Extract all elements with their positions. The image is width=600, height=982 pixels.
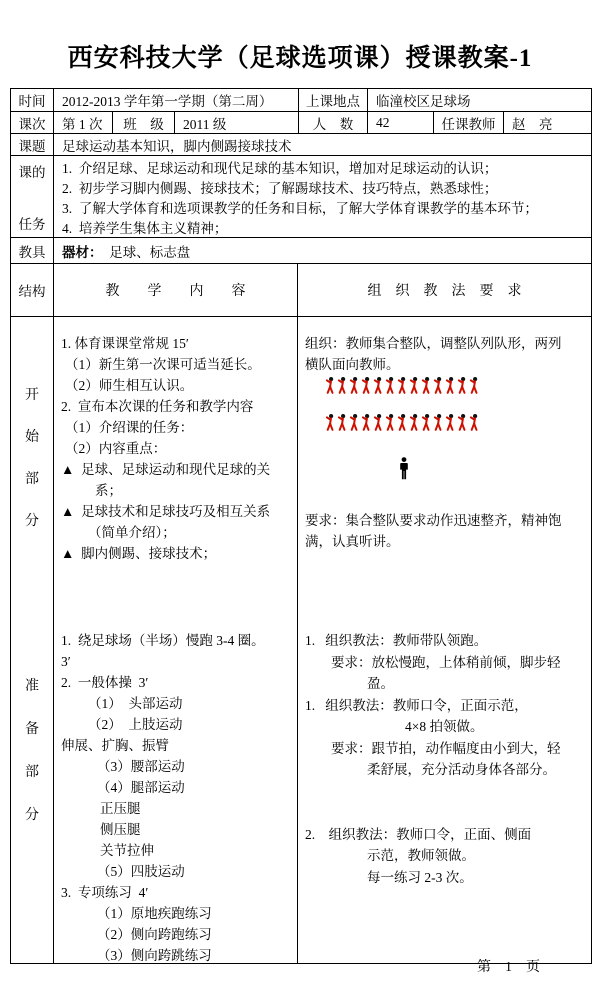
time-value: 2012-2013 学年第一学期（第二周） <box>54 89 299 111</box>
structure-header-label: 结构 <box>11 264 54 316</box>
lesson-value: 第 1 次 <box>54 112 113 133</box>
row-lesson <box>11 112 591 134</box>
section1-requirements-text: 要求：集合整队要求动作迅速整齐，精神饱 满，认真听讲。 <box>305 513 562 549</box>
student-figure-icon <box>408 377 420 395</box>
student-figure-icon <box>468 377 480 395</box>
student-figure-icon <box>348 414 360 432</box>
section2-content: 1. 绕足球场（半场）慢跑 3-4 圈。 3′ 2. 一般体操 3′ （1） 头部运动 （2） 上肢运动 伸展、扩胸、振臂 （3）腰部运动 （4）腿部运动 正压腿 侧压腿 关节拉伸 （5）四肢运动 3. 专项练习 4′ （1）原地疾跑练习 （2）侧向跨跑练习 （3）侧向跨跳练习 <box>61 633 265 963</box>
section2-organization-text: 1. 组织教法：教师带队领跑。 要求：放松慢跑，上体稍前倾，脚步轻 盈。 1. 组织教法：教师口令，正面示范， 4×8 拍领做。 要求：跟节拍，动作幅度由小到大，轻 柔舒展，充分活动身体各部分。 2. 组织教法：教师口令，正面、侧面 示范，教师领做。 每一练习 2-3 次。 <box>305 633 561 885</box>
student-figure-icon <box>468 414 480 432</box>
student-figure-icon <box>348 377 360 395</box>
row-equipment <box>11 238 591 264</box>
student-figure-icon <box>360 377 372 395</box>
student-figure-icon <box>432 414 444 432</box>
student-figure-icon <box>456 414 468 432</box>
student-figure-icon <box>456 377 468 395</box>
equipment-value <box>54 238 591 263</box>
tasks-label-bottom: 任务 <box>18 217 46 232</box>
student-figure-icon <box>420 377 432 395</box>
teacher-value: 赵 亮 <box>512 116 553 132</box>
student-figure-icon <box>372 377 384 395</box>
row-main-content <box>11 317 591 963</box>
class-label: 班 级 <box>113 112 175 133</box>
equipment-items: 足球、标志盘 <box>102 244 191 260</box>
student-figure-icon <box>372 414 384 432</box>
student-figure-icon <box>336 377 348 395</box>
teaching-content-header: 教 学 内 容 <box>54 264 298 316</box>
student-figures-row-1 <box>324 377 480 395</box>
section1-organization-text: 组织：教师集合整队，调整队列队形，两列 横队面向教师。 <box>305 336 562 372</box>
student-figure-icon <box>420 414 432 432</box>
student-figure-icon <box>432 377 444 395</box>
page-number: 第 1 页 <box>477 960 540 975</box>
student-figure-icon <box>396 377 408 395</box>
count-value: 42 <box>368 112 434 133</box>
student-figure-icon <box>396 414 408 432</box>
section-labels-column <box>11 317 54 963</box>
student-figure-icon <box>444 377 456 395</box>
section1-content: 1. 体育课课堂常规 15′ （1）新生第一次课可适当延长。 （2）师生相互认识。 2. 宣布本次课的任务和教学内容 （1）介绍课的任务： （2）内容重点： ▲ 足球、足球运动和现代足球的关 系； ▲ 足球技术和足球技巧及相互关系 （简单介绍）； ▲ 脚内侧踢、接球技术； <box>61 336 271 561</box>
row-structure-header <box>11 264 591 317</box>
student-figure-icon <box>384 414 396 432</box>
organization-header: 组 织 教 法 要 求 <box>367 284 522 299</box>
time-label: 时间 <box>11 89 54 111</box>
row-time <box>11 89 591 112</box>
tasks-label-top: 课的 <box>18 165 46 180</box>
student-figure-icon <box>360 414 372 432</box>
place-label: 上课地点 <box>299 89 368 111</box>
student-figure-icon <box>324 414 336 432</box>
student-figures-row-2 <box>324 414 480 432</box>
equipment-label: 教具 <box>11 238 54 263</box>
lesson-plan-table <box>10 88 592 964</box>
student-figure-icon <box>324 377 336 395</box>
teacher-figure-icon <box>397 457 411 485</box>
student-figure-icon <box>444 414 456 432</box>
student-figure-icon <box>408 414 420 432</box>
place-value: 临潼校区足球场 <box>376 94 471 109</box>
topic-label: 课题 <box>11 134 54 155</box>
student-figure-icon <box>384 377 396 395</box>
row-tasks <box>11 156 591 238</box>
topic-value: 足球运动基本知识，脚内侧踢接球技术 <box>62 138 292 154</box>
section2-label-preparation-part: 准 备 部 分 <box>25 679 39 823</box>
count-label: 人 数 <box>299 112 368 133</box>
teaching-content-column <box>54 317 298 963</box>
class-value: 2011 级 <box>175 112 299 133</box>
tasks-list: 1. 介绍足球、足球运动和现代足球的基本知识，增加对足球运动的认识； 2. 初步学习脚内侧踢、接球技术；了解踢球技术、技巧特点，熟悉球性； 3. 了解大学体育和选项课教学的任务和目标，了解大学体育课教学的基本环节； 4. 培养学生集体主义精神； <box>62 161 538 236</box>
equipment-bold-label: 器材： <box>62 244 103 260</box>
organization-column <box>298 317 591 963</box>
tasks-label <box>11 156 54 237</box>
page-title: 西安科技大学（足球选项课）授课教案-1 <box>67 45 533 72</box>
row-topic <box>11 134 591 156</box>
lesson-label: 课次 <box>11 112 54 133</box>
student-figure-icon <box>336 414 348 432</box>
teacher-label: 任课教师 <box>434 112 504 133</box>
section1-label-opening-part: 开 始 部 分 <box>25 388 39 529</box>
